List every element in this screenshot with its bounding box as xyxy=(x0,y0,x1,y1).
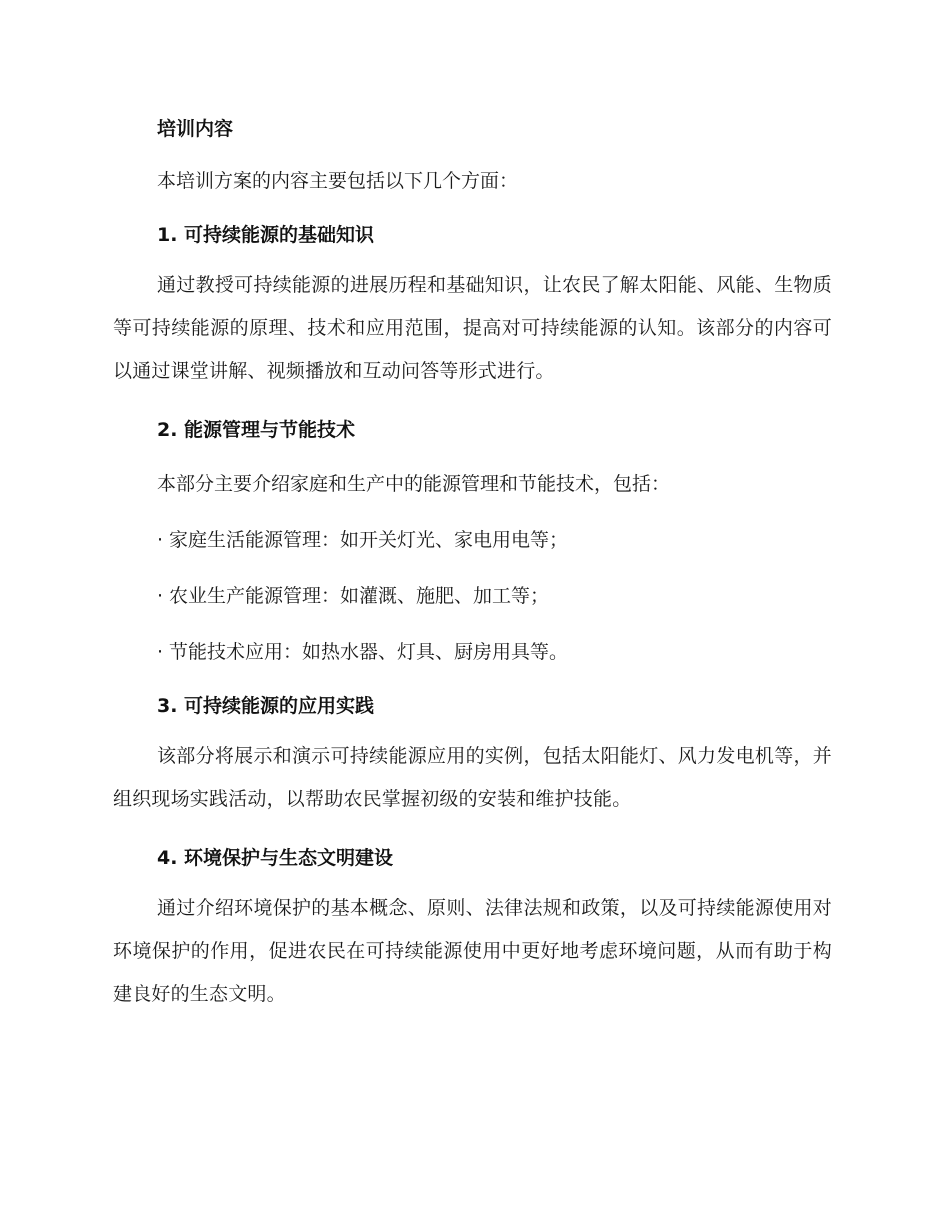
section-heading-3: 3. 可持续能源的应用实践 xyxy=(157,695,375,717)
list-item xyxy=(157,523,832,557)
intro-text: 本培训方案的内容主要包括以下几个方面： xyxy=(157,170,519,192)
bullet-icon: · xyxy=(157,529,164,551)
list-item-text: 节能技术应用：如热水器、灯具、厨房用具等。 xyxy=(169,641,569,663)
section-heading-1: 1. 可持续能源的基础知识 xyxy=(157,224,375,246)
bullet-icon: · xyxy=(157,585,164,607)
section-paragraph-4: 通过介绍环境保护的基本概念、原则、法律法规和政策，以及可持续能源使用对环境保护的作用，促进农民在可持续能源使用中更好地考虑环境问题，从而有助于构建良好的生态文明。 xyxy=(113,897,832,1005)
page-title: 培训内容 xyxy=(157,118,234,140)
list-item-text: 家庭生活能源管理：如开关灯光、家电用电等； xyxy=(169,529,569,551)
list-item-text: 农业生产能源管理：如灌溉、施肥、加工等； xyxy=(169,585,550,607)
section-paragraph-3: 该部分将展示和演示可持续能源应用的实例，包括太阳能灯、风力发电机等，并组织现场实践活动，以帮助农民掌握初级的安装和维护技能。 xyxy=(113,745,832,810)
list-item xyxy=(157,579,832,613)
list-item xyxy=(157,635,832,669)
section-paragraph-2: 本部分主要介绍家庭和生产中的能源管理和节能技术，包括： xyxy=(157,473,671,495)
bullet-icon: · xyxy=(157,641,164,663)
section-heading-4: 4. 环境保护与生态文明建设 xyxy=(157,847,394,869)
section-paragraph-1: 通过教授可持续能源的进展历程和基础知识，让农民了解太阳能、风能、生物质等可持续能源的原理、技术和应用范围，提高对可持续能源的认知。该部分的内容可以通过课堂讲解、视频播放和互动问答等形式进行。 xyxy=(113,274,832,382)
section-heading-2: 2. 能源管理与节能技术 xyxy=(157,419,356,441)
